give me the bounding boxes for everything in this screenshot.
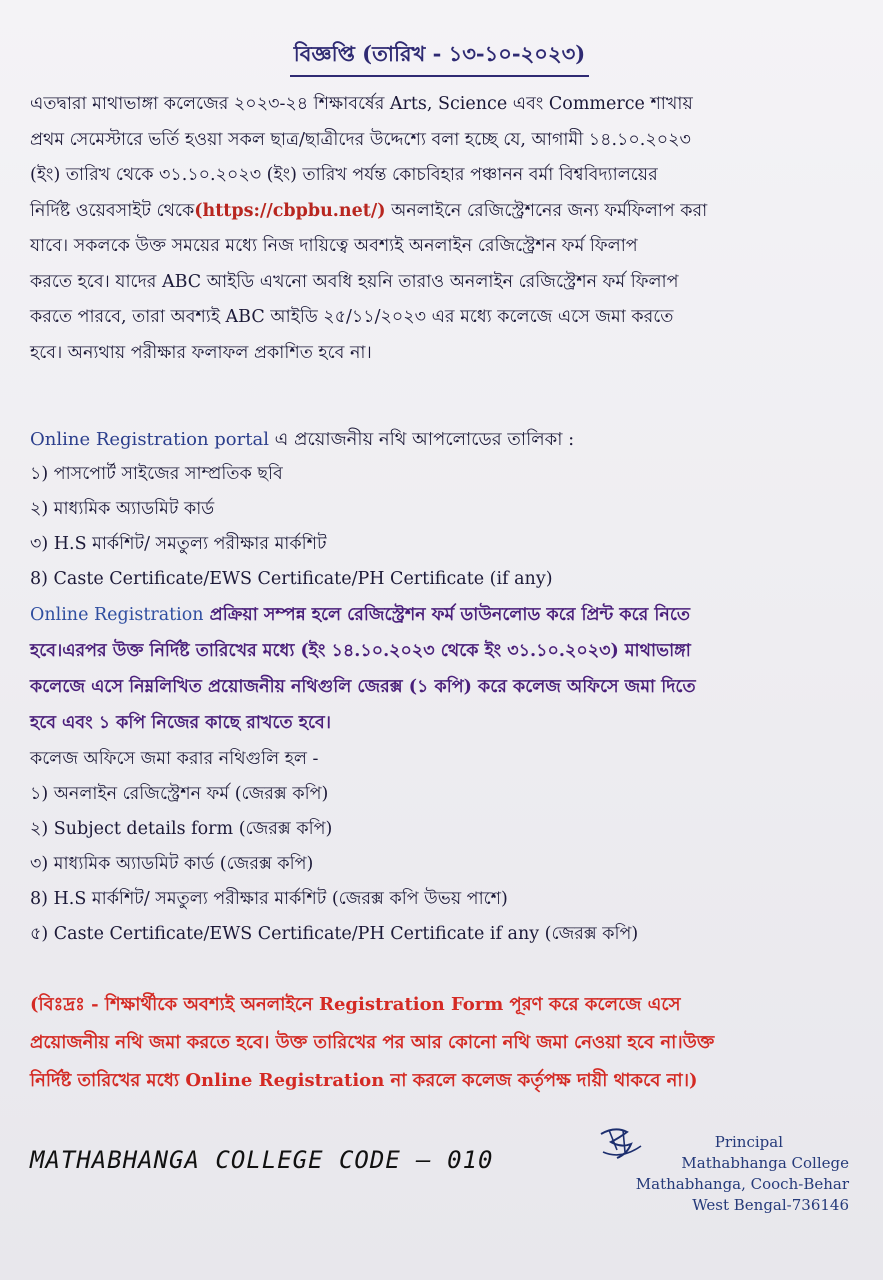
office-docs-list (30, 777, 849, 952)
office-doc-item: ২) Subject details form (জেরক্স কপি) (30, 819, 333, 839)
notice-line-2: প্রথম সেমেস্টারে ভর্তি হওয়া সকল ছাত্র/ছাত্রীদের উদ্দেশ্যে বলা হচ্ছে যে, আগামী ১৪.১০.২০২৩ (30, 129, 691, 150)
notice-line-5: যাবে। সকলকে উক্ত সময়ের মধ্যে নিজ দায়িত্বে অবশ্যই অনলাইন রেজিস্ট্রেশন ফর্ম ফিলাপ (30, 236, 638, 256)
office-docs-heading: কলেজ অফিসে জমা করার নথিগুলি হল - (30, 749, 319, 769)
footer (30, 1132, 849, 1242)
process-line-3: কলেজে এসে নিম্নলিখিত প্রয়োজনীয় নথিগুলি জেরক্স (১ কপি) করে কলেজ অফিসে জমা দিতে (30, 677, 696, 697)
stamp-line-1: Mathabhanga College (681, 1154, 849, 1172)
process-line-1 (30, 597, 849, 633)
notice-body (30, 87, 849, 371)
stamp-line-3: West Bengal-736146 (692, 1196, 849, 1214)
process-instructions (30, 597, 849, 741)
portal-heading-en: Online Registration portal (30, 429, 269, 450)
warning-line-2: প্রয়োজনীয় নথি জমা করতে হবে। উক্ত তারিখের পর আর কোনো নথি জমা নেওয়া হবে না।উক্ত (30, 1032, 715, 1053)
portal-doc-item: 8) Caste Certificate/EWS Certificate/PH Certificate (if any) (30, 569, 553, 589)
notice-line-1: এতদ্বারা মাথাভাঙ্গা কলেজের ২০২৩-২৪ শিক্ষাবর্ষের Arts, Science এবং Commerce শাখায় (30, 94, 693, 114)
notice-title: বিজ্ঞপ্তি (তারিখ - ১৩-১০-২০২৩) (290, 38, 589, 77)
stamp-line-2: Mathabhanga, Cooch-Behar (635, 1175, 849, 1193)
warning-line-3: নির্দিষ্ট তারিখের মধ্যে Online Registration না করলে কলেজ কর্তৃপক্ষ দায়ী থাকবে না।) (30, 1070, 698, 1091)
notice-line-8: হবে। অন্যথায় পরীক্ষার ফলাফল প্রকাশিত হবে না। (30, 342, 372, 363)
portal-doc-item: ৩) H.S মার্কশিট/ সমতুল্য পরীক্ষার মার্কশিট (30, 534, 327, 554)
website-suffix: অনলাইনে রেজিস্ট্রেশনের জন্য ফর্মফিলাপ করা (385, 200, 708, 221)
title-wrap (30, 38, 849, 77)
portal-doc-item: ২) মাধ্যমিক অ্যাডমিট কার্ড (30, 499, 215, 519)
portal-doc-item: ১) পাসপোর্ট সাইজের সাম্প্রতিক ছবি (30, 464, 283, 484)
portal-docs-heading (30, 423, 849, 457)
notice-line-6: করতে হবে। যাদের ABC আইডি এখনো অবধি হয়নি তারাও অনলাইন রেজিস্ট্রেশন ফর্ম ফিলাপ (30, 271, 679, 292)
office-doc-item: ১) অনলাইন রেজিস্ট্রেশন ফর্ম (জেরক্স কপি) (30, 784, 329, 804)
office-doc-item: ৩) মাধ্যমিক অ্যাডমিট কার্ড (জেরক্স কপি) (30, 854, 314, 874)
warning-note (30, 986, 849, 1100)
process-line-4: হবে এবং ১ কপি নিজের কাছে রাখতে হবে। (30, 713, 331, 733)
process-line-2: হবে।এরপর উক্ত নির্দিষ্ট তারিখের মধ্যে (ইং ১৪.১০.২০২৩ থেকে ইং ৩১.১০.২০২৩) মাথাভাঙ্গা (30, 641, 691, 661)
notice-line-4 (30, 194, 849, 230)
office-doc-item: ৫) Caste Certificate/EWS Certificate/PH Certificate if any (জেরক্স কপি) (30, 924, 639, 944)
warning-line-1: (বিঃদ্রঃ - শিক্ষার্থীকে অবশ্যই অনলাইনে Registration Form পূরণ করে কলেজে এসে (30, 994, 681, 1015)
website-prefix: নির্দিষ্ট ওয়েবসাইট থেকে (30, 200, 195, 221)
principal-stamp (589, 1132, 849, 1216)
office-doc-item: 8) H.S মার্কশিট/ সমতুল্য পরীক্ষার মার্কশিট (জেরক্স কপি উভয় পাশে) (30, 889, 508, 909)
portal-heading-bn: এ প্রয়োজনীয় নথি আপলোডের তালিকা : (268, 429, 575, 450)
notice-line-7: করতে পারবে, তারা অবশ্যই ABC আইডি ২৫/১১/২০২৩ এর মধ্যে কলেজে এসে জমা করতে (30, 307, 674, 327)
stamp-title: Principal (714, 1133, 783, 1151)
notice-line-3: (ইং) তারিখ থেকে ৩১.১০.২০২৩ (ইং) তারিখ পর্যন্ত কোচবিহার পঞ্চানন বর্মা বিশ্ববিদ্যালয়ের (30, 165, 658, 185)
process-lead-en: Online Registration (30, 605, 204, 625)
website-link[interactable]: (https://cbpbu.net/) (194, 200, 386, 221)
signature-icon (597, 1124, 645, 1164)
portal-docs-list (30, 457, 849, 597)
college-code: MATHABHANGA COLLEGE CODE – 010 (30, 1146, 494, 1174)
process-line-1-bn: প্রক্রিয়া সম্পন্ন হলে রেজিস্ট্রেশন ফর্ম ডাউনলোড করে প্রিন্ট করে নিতে (203, 605, 691, 625)
